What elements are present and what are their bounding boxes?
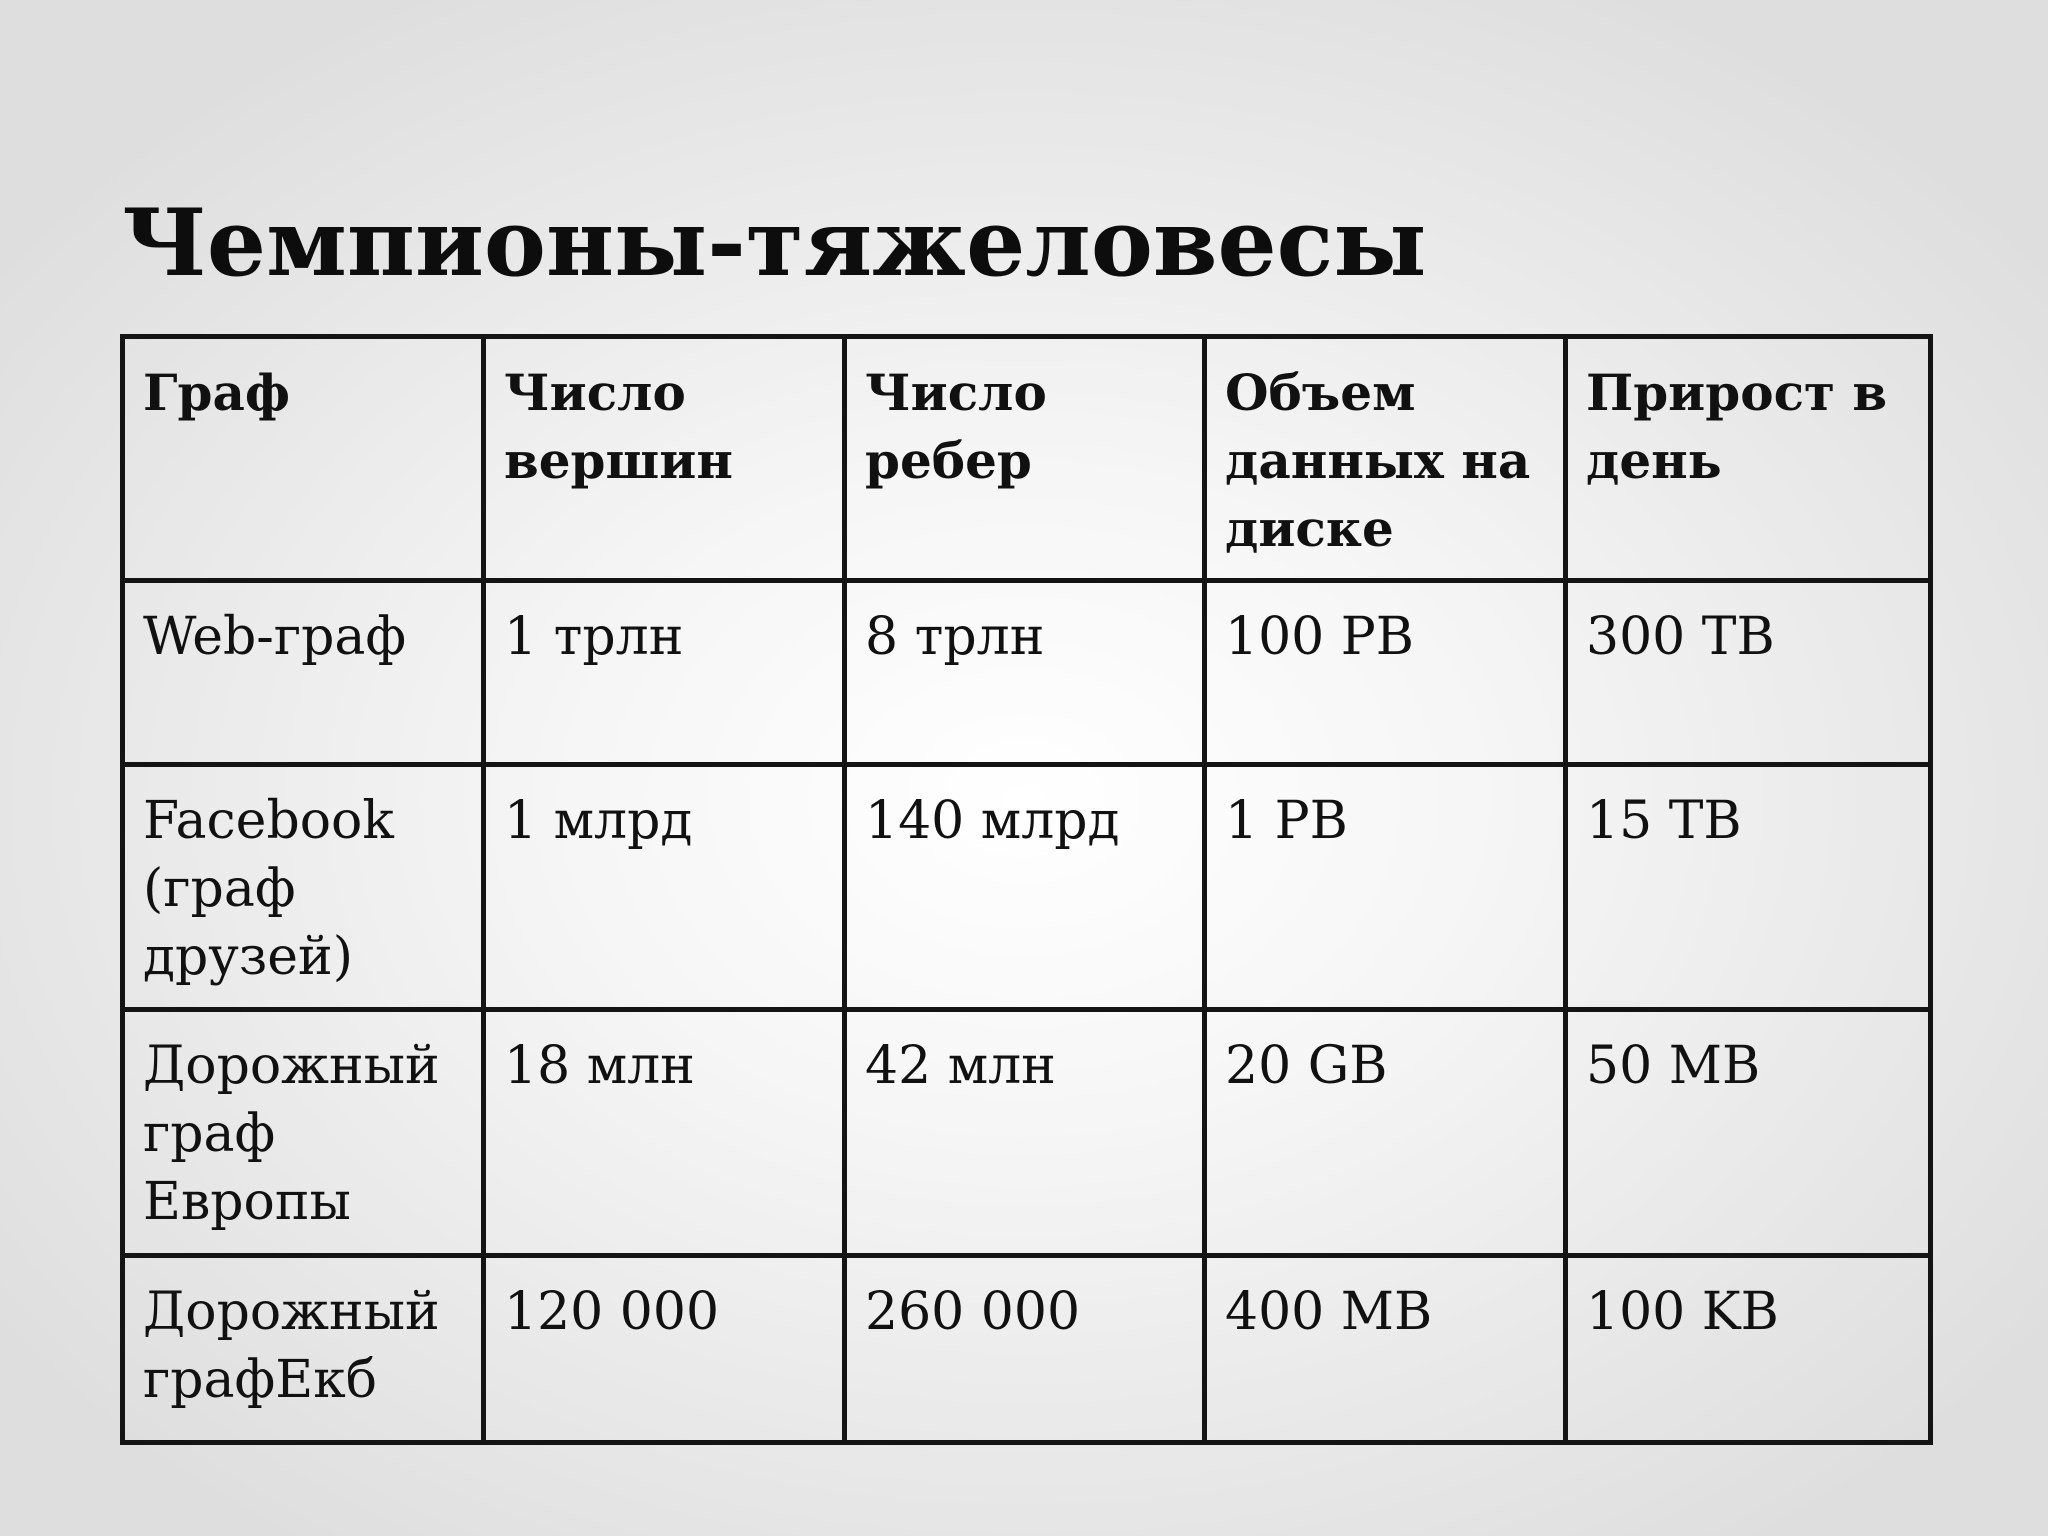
cell-daily-growth: 300 TB (1566, 581, 1931, 765)
cell-vertices: 1 млрд (484, 765, 845, 1010)
cell-disk-size: 100 PB (1205, 581, 1566, 765)
cell-daily-growth: 100 KB (1566, 1256, 1931, 1443)
column-header-daily-growth: Прирост в день (1566, 337, 1931, 581)
table-row (123, 1256, 1931, 1443)
cell-graph: Дорожный граф Европы (123, 1010, 484, 1256)
cell-vertices: 1 трлн (484, 581, 845, 765)
table-row (123, 1010, 1931, 1256)
cell-vertices: 120 000 (484, 1256, 845, 1443)
cell-graph: Facebook (граф друзей) (123, 765, 484, 1010)
cell-disk-size: 20 GB (1205, 1010, 1566, 1256)
cell-daily-growth: 15 TB (1566, 765, 1931, 1010)
cell-graph: Дорожный графЕкб (123, 1256, 484, 1443)
cell-edges: 260 000 (845, 1256, 1205, 1443)
cell-vertices: 18 млн (484, 1010, 845, 1256)
cell-disk-size: 400 MB (1205, 1256, 1566, 1443)
cell-disk-size: 1 PB (1205, 765, 1566, 1010)
cell-graph: Web-граф (123, 581, 484, 765)
column-header-graph: Граф (123, 337, 484, 581)
cell-edges: 140 млрд (845, 765, 1205, 1010)
cell-edges: 42 млн (845, 1010, 1205, 1256)
cell-daily-growth: 50 MB (1566, 1010, 1931, 1256)
column-header-disk-size: Объем данных на диске (1205, 337, 1566, 581)
table-header-row (123, 337, 1931, 581)
column-header-edges: Число ребер (845, 337, 1205, 581)
column-header-vertices: Число вершин (484, 337, 845, 581)
table-row (123, 581, 1931, 765)
slide-title: Чемпионы-тяжеловесы (122, 188, 1427, 297)
table-row (123, 765, 1931, 1010)
cell-edges: 8 трлн (845, 581, 1205, 765)
graphs-table (120, 334, 1933, 1445)
